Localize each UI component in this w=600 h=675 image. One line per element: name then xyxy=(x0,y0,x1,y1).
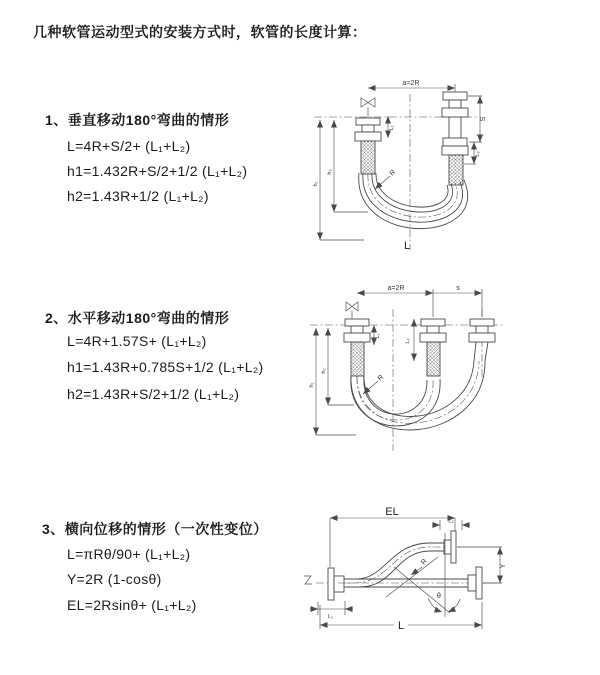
dim-label-theta: θ xyxy=(437,593,441,600)
dim-label-s: s xyxy=(456,285,460,292)
middle-fitting xyxy=(420,319,446,376)
centerline-mark xyxy=(304,576,312,584)
dim-label-R: R xyxy=(376,373,386,383)
top-right-flange xyxy=(444,531,456,563)
dimension-L xyxy=(320,602,482,632)
section3-formula-Y: Y=2R (1-cosθ) xyxy=(67,571,162,587)
diagram-horizontal-180-bend xyxy=(308,283,568,455)
dimension-L2 xyxy=(405,319,414,361)
dim-label-L1: L₁ xyxy=(375,333,381,339)
dim-label-L: L xyxy=(403,240,411,252)
dim-label-h2: h₂ xyxy=(327,169,333,175)
dimension-a2r xyxy=(357,285,433,293)
left-flange xyxy=(328,568,344,600)
dim-label-EL: EL xyxy=(385,506,399,518)
dim-label-L1: L₁ xyxy=(389,125,395,131)
left-fitting xyxy=(344,319,370,376)
section3-heading: 3、横向位移的情形（一次性变位） xyxy=(42,521,268,537)
radius-callout xyxy=(375,169,397,189)
section2-formula-L: L=4R+1.57S+ (L₁+L₂) xyxy=(67,333,207,349)
dimension-L1 xyxy=(310,601,353,620)
section3-formula-L: L=πRθ/90+ (L₁+L₂) xyxy=(67,546,191,562)
section1-formula-h1: h1=1.432R+S/2+1/2 (L₁+L₂) xyxy=(67,163,248,179)
dim-label-Y: Y xyxy=(500,563,507,569)
s-curve-hose xyxy=(338,543,461,587)
dimension-L2 xyxy=(432,519,470,531)
dim-label-h2: h₂ xyxy=(321,368,327,374)
dimension-L1 xyxy=(388,116,395,138)
dimension-L1 xyxy=(374,325,381,345)
radius-callout xyxy=(363,374,385,394)
dimension-S xyxy=(468,96,487,142)
dim-label-R: R xyxy=(420,557,429,567)
section1-heading: 1、垂直移动180°弯曲的情形 xyxy=(45,112,230,128)
section3-formula-EL: EL=2Rsinθ+ (L₁+L₂) xyxy=(67,597,197,613)
dim-label-L: L xyxy=(397,620,405,632)
dim-label-a2r: a=2R xyxy=(387,285,405,292)
section1-formula-L: L=4R+S/2+ (L₁+L₂) xyxy=(67,138,191,154)
section2-formula-h2: h2=1.43R+S/2+1/2 (L₁+L₂) xyxy=(67,386,240,402)
dim-label-L1: L₁ xyxy=(328,614,333,620)
dim-label-h1: h₁ xyxy=(309,382,315,388)
section2-heading: 2、水平移动180°弯曲的情形 xyxy=(45,310,230,326)
dimension-h1 xyxy=(309,328,356,435)
section1-formula-h2: h2=1.43R+1/2 (L₁+L₂) xyxy=(67,188,209,204)
dim-label-S: S xyxy=(480,116,487,122)
hose-arcs xyxy=(351,361,485,430)
dimension-a2r xyxy=(368,80,455,92)
dim-label-L2: L₂ xyxy=(448,518,454,525)
diagram-vertical-180-bend xyxy=(312,72,600,254)
dim-label-h1: h₁ xyxy=(313,181,319,187)
valve-symbol xyxy=(361,98,375,117)
dim-label-a2r: a=2R xyxy=(402,80,420,87)
dim-label-L2: L₂ xyxy=(405,338,411,344)
right-fitting xyxy=(442,92,468,185)
dim-label-L2: L₂ xyxy=(475,151,481,157)
page-title: 几种软管运动型式的安装方式时，软管的长度计算： xyxy=(33,24,367,40)
dim-label-R: R xyxy=(388,168,398,178)
diagram-lateral-displacement xyxy=(298,505,578,650)
right-bottom-flange xyxy=(468,567,482,599)
section2-formula-h1: h1=1.43R+0.785S+1/2 (L₁+L₂) xyxy=(67,359,264,375)
left-fitting xyxy=(355,118,381,174)
dimension-s xyxy=(433,285,482,317)
valve-symbol xyxy=(346,302,358,319)
